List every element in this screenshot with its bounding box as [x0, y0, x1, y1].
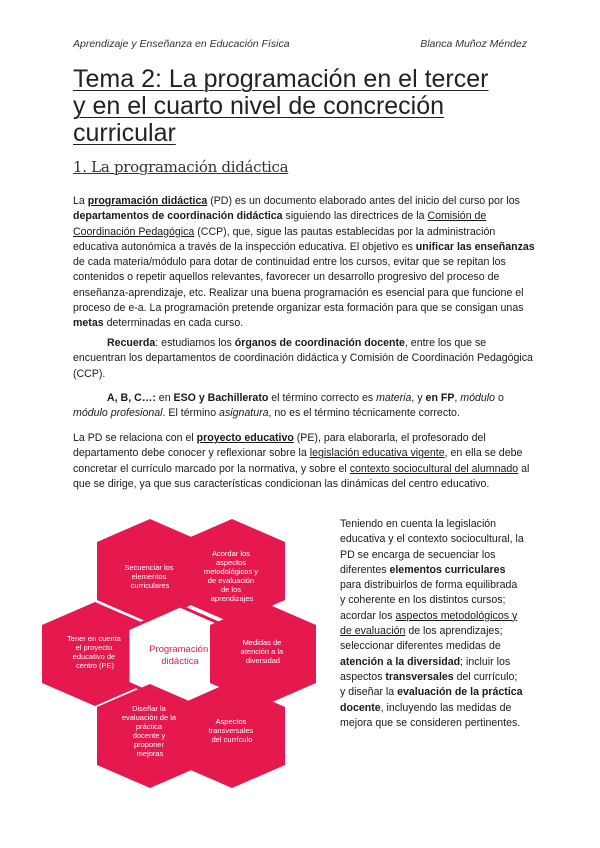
hex-tr-label: Acordar los aspectos metodológicos y de evaluación de los aprendizajes	[203, 549, 259, 603]
paragraph-recuerda: Recuerda: estudiamos los órganos de coordinación docente, entre los que se encuentran los departamentos de coordinación didáctica y Comisión de Coordinación Pedagógica (CCP).	[73, 337, 533, 380]
page-title: Tema 2: La programación en el tercer y en el cuarto nivel de concreción curricular	[73, 65, 489, 147]
paragraph-terms: A, B, C…: en ESO y Bachillerato el término correcto es materia, y en FP, módulo o módulo profesional. El término asignatura, no es el término técnicamente correcto.	[73, 392, 504, 420]
paragraph-intro: La programación didáctica (PD) es un documento elaborado antes del inicio del curso por los departamentos de coordinación didáctica siguiendo las directrices de la Comisión de Coordinación Pedagógica (CCP), que, sigue las pautas establecidas por la administración educativa autonómica a través de la inspección educativa. El objetivo es unificar las enseñanzas de cada materia/módulo para dotar de continuidad entre los cursos, evitar que se repitan los contenidos o repetir aquellos relevantes, favorecer un desarrollo progresivo del proceso de enseñanza-aprendizaje, etc. Realizar una buena programación es esencial para que funcione el proceso de e-a. La programación pretende organizar esta formación para que se consigan unas metas determinadas en cada curso.	[73, 195, 535, 330]
paragraph-proyecto: La PD se relaciona con el proyecto educativo (PE), para elaborarla, el profesorado del departamento debe conocer y reflexionar sobre la legislación educativa vigente, en ella se debe concretar el currículo marcado por la normativa, y sobre el contexto sociocultural del alumnado al que se dirige, ya que sus características condicionan las dinámicas del centro educativo.	[73, 432, 530, 490]
header-course: Aprendizaje y Enseñanza en Educación Física	[73, 38, 290, 50]
hex-r-label: Medidas de atención a la diversidad	[240, 638, 284, 665]
hex-tl-label: Secuenciar los elementos curriculares	[124, 563, 174, 590]
hex-center-label: Programación didáctica	[149, 644, 209, 667]
header-author: Blanca Muñoz Méndez	[420, 38, 527, 50]
hex-br-label: Aspectos transversales del currículo	[208, 717, 254, 744]
section-heading: 1. La programación didáctica	[73, 158, 289, 176]
hex-bl-label: Diseñar la evaluación de la práctica docente y proponer mejoras	[121, 704, 177, 758]
hex-l-label: Tener en cuenta el proyecto educativo de centro (PE)	[67, 634, 121, 670]
diagram-explanation: Teniendo en cuenta la legislación educativa y el contexto sociocultural, la PD se encarga de secuenciar los diferentes elementos curriculares para distribuirlos de forma equilibrada y coherente en los distintos cursos; acordar los aspectos metodológicos y de evaluación de los aprendizajes; seleccionar diferentes medidas de atención a la diversidad; incluir los aspectos transversales del currículo; y diseñar la evaluación de la práctica docente, incluyendo las medidas de mejora que se consideren pertinentes.	[340, 518, 524, 729]
